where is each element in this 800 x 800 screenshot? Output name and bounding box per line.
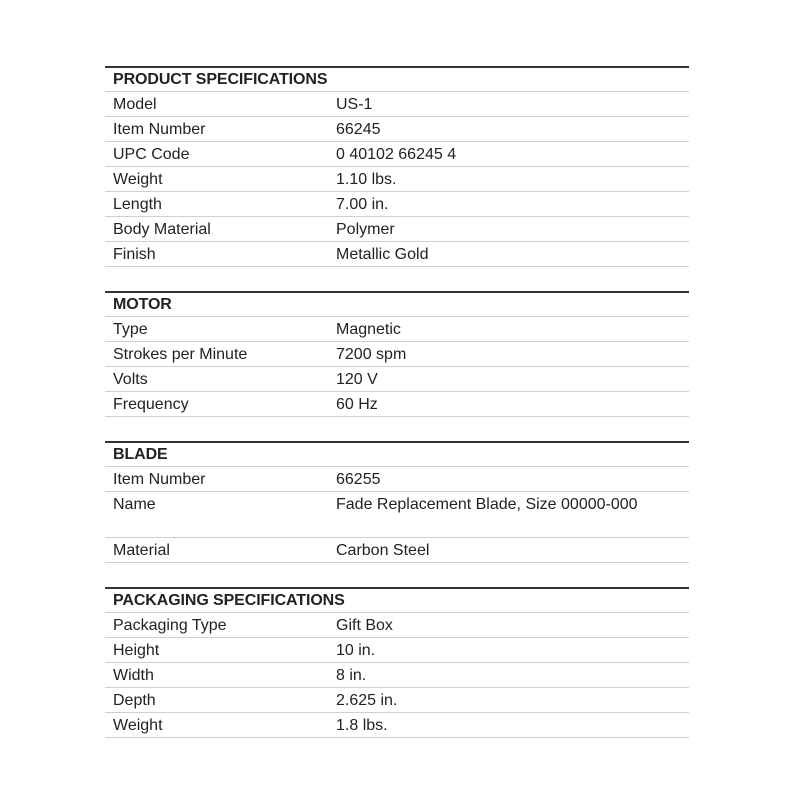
spec-value: Metallic Gold [336,246,429,263]
spec-row [105,638,689,663]
spec-row [105,492,689,538]
spec-value: 8 in. [336,667,367,684]
spec-row [105,217,689,242]
spec-label: Material [113,542,170,559]
spec-value: 7200 spm [336,346,407,363]
spec-label: Volts [113,371,148,388]
spec-row [105,242,689,267]
spec-value: 2.625 in. [336,692,398,709]
blade-section [105,441,689,563]
spec-label: Width [113,667,154,684]
spec-row [105,713,689,738]
spec-label: Packaging Type [113,617,227,634]
packaging-specifications-section [105,587,689,738]
spec-label: Strokes per Minute [113,346,248,363]
spec-row [105,663,689,688]
spec-label: Length [113,196,162,213]
spec-value: Magnetic [336,321,401,338]
section-title: PRODUCT SPECIFICATIONS [105,68,689,92]
section-title: MOTOR [105,293,689,317]
spec-label: Name [113,496,156,513]
spec-value: 0 40102 66245 4 [336,146,457,163]
motor-section [105,291,689,417]
spec-label: Body Material [113,221,211,238]
spec-label: Item Number [113,471,206,488]
spec-label: Item Number [113,121,206,138]
spec-value: Carbon Steel [336,542,430,559]
spec-label: Model [113,96,157,113]
spec-value: 7.00 in. [336,196,389,213]
spec-value: Polymer [336,221,395,238]
spec-value: Fade Replacement Blade, Size 00000-000 [336,496,638,513]
spec-value: 1.8 lbs. [336,717,388,734]
spec-label: Type [113,321,148,338]
spec-row [105,467,689,492]
spec-value: 1.10 lbs. [336,171,397,188]
spec-label: Weight [113,717,163,734]
spec-label: Height [113,642,160,659]
spec-sheet [105,66,689,738]
section-title: PACKAGING SPECIFICATIONS [105,589,689,613]
section-title: BLADE [105,443,689,467]
spec-row [105,688,689,713]
spec-row [105,192,689,217]
spec-row [105,317,689,342]
spec-value: 120 V [336,371,378,388]
spec-value: Gift Box [336,617,393,634]
spec-label: Finish [113,246,156,263]
spec-value: 10 in. [336,642,376,659]
spec-row [105,92,689,117]
spec-label: Frequency [113,396,189,413]
spec-value: US-1 [336,96,373,113]
spec-row [105,392,689,417]
product-specifications-section [105,66,689,267]
spec-value: 60 Hz [336,396,378,413]
spec-value: 66255 [336,471,381,488]
spec-row [105,167,689,192]
spec-label: Depth [113,692,156,709]
spec-label: UPC Code [113,146,190,163]
spec-label: Weight [113,171,163,188]
spec-row [105,142,689,167]
spec-row [105,117,689,142]
spec-row [105,613,689,638]
spec-value: 66245 [336,121,381,138]
spec-row [105,342,689,367]
spec-row [105,538,689,563]
spec-row [105,367,689,392]
